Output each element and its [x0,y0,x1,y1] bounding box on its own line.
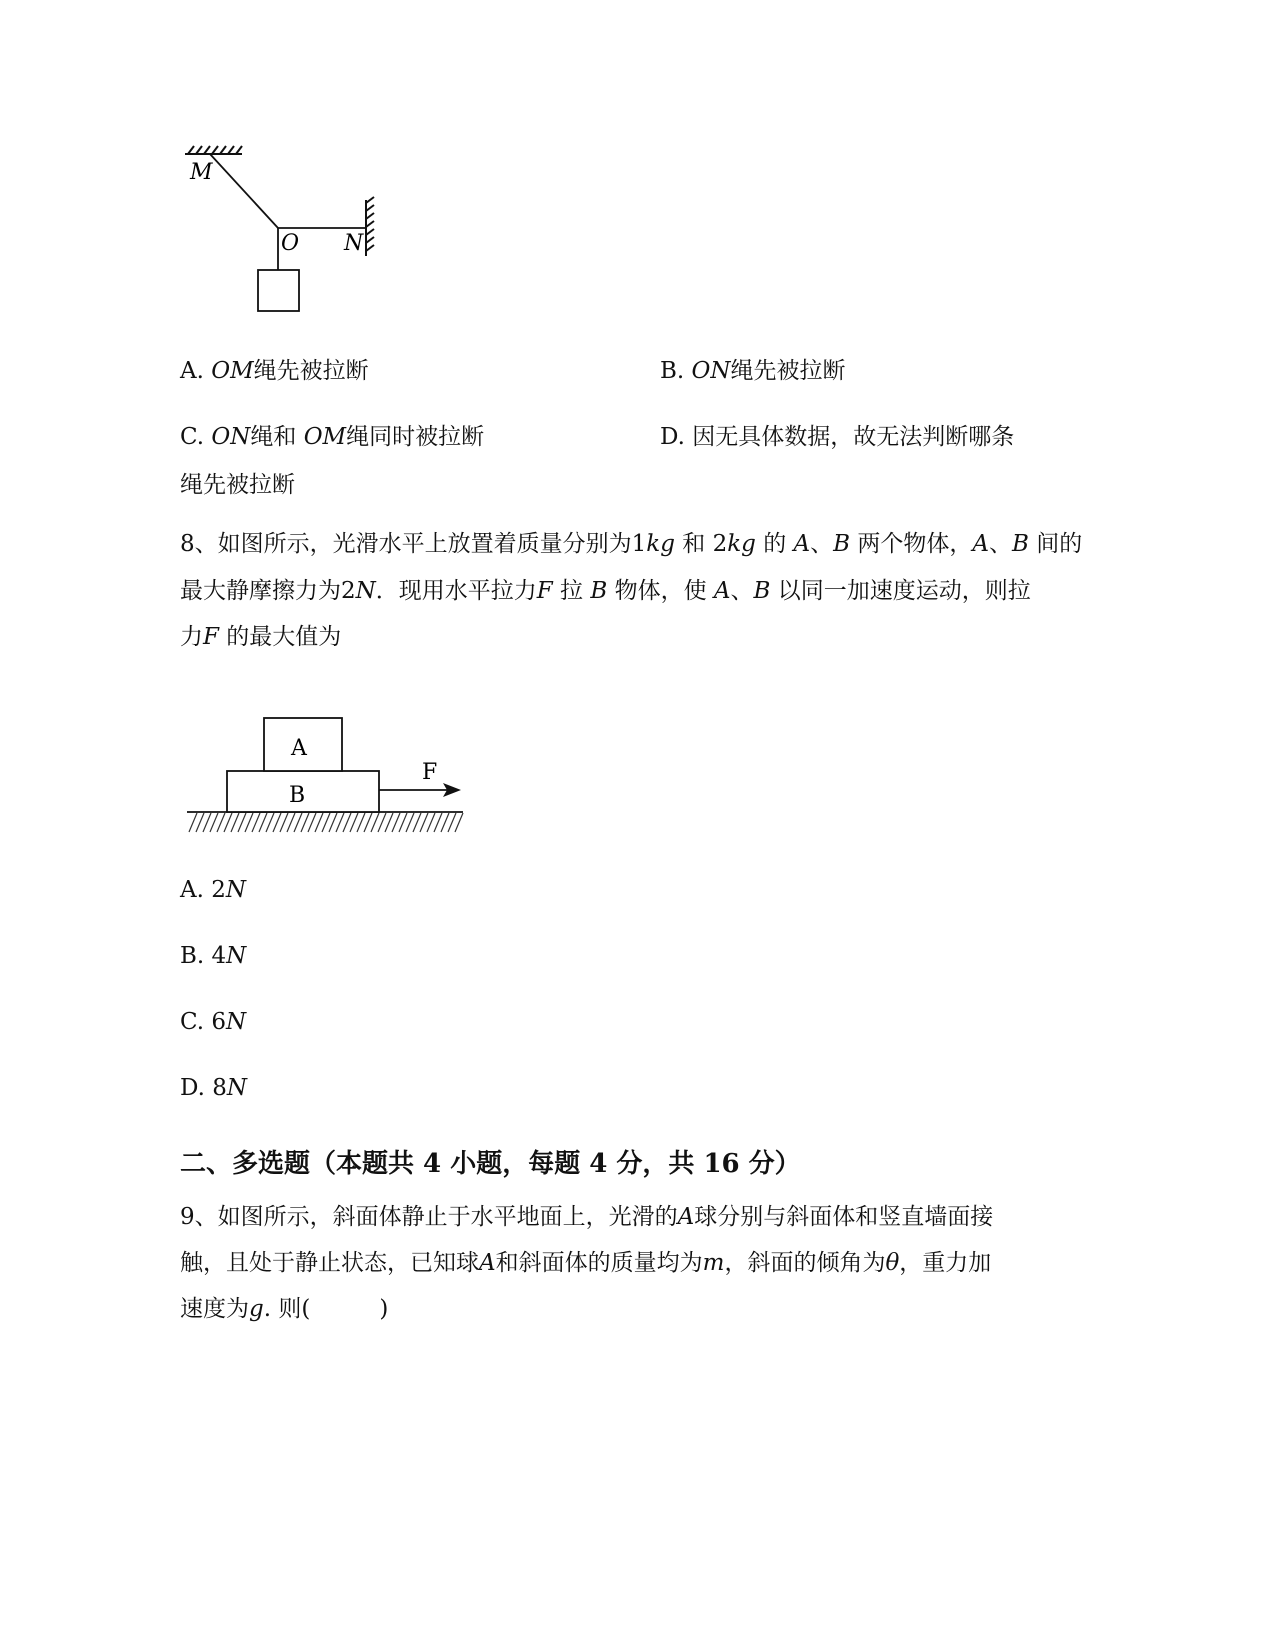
q8-option-c: C. 6N [180,1009,247,1035]
option-prefix: B. [660,358,685,384]
option-prefix: C. [180,424,205,450]
ceiling-hatch [185,146,242,154]
q7-option-d-continued [180,466,295,499]
block-diagram-figure [185,712,470,838]
label-m: M [190,160,213,185]
section-heading: 二、多选题（本题共 4 小题，每题 4 分，共 16 分） [180,1149,801,1179]
label-b: B [289,783,306,808]
option-text: 绳先被拉断 [730,358,846,384]
label-o: O [281,231,300,256]
option-text: 绳先被拉断 [180,472,295,498]
rope-diagram-figure [180,140,390,320]
option-var: ON [691,358,731,384]
hanging-block [258,270,299,311]
option-text: 绳先被拉断 [253,358,369,384]
label-n: N [344,231,364,256]
option-text: 绳同时被拉断 [346,424,485,450]
q7-option-b [660,352,846,385]
label-f: F [422,760,438,785]
wall-hatch [366,197,374,256]
q7-option-c [180,418,484,451]
rope-om [210,154,278,228]
option-var: OM [303,424,347,450]
q8-option-d: D. 8N [180,1075,248,1101]
q9-line-3: 速度为g. 则( ) [180,1296,389,1322]
option-text: D. 因无具体数据，故无法判断哪条 [660,424,1015,450]
q9-line-1: 9、如图所示，斜面体静止于水平地面上，光滑的A球分别与斜面体和竖直墙面接 [180,1204,994,1230]
q8-line-2: 最大静摩擦力为2N．现用水平拉力F 拉 B 物体，使 A、B 以同一加速度运动，则拉 [180,578,1031,604]
option-var: OM [211,358,254,384]
q8-option-b: B. 4N [180,943,247,969]
q8-line-1: 8、如图所示，光滑水平上放置着质量分别为1kg 和 2kg 的 A、B 两个物体，A、B 间的 [180,531,1083,557]
q9-line-2: 触，且处于静止状态，已知球A和斜面体的质量均为m，斜面的倾角为θ，重力加 [180,1250,992,1276]
option-var: ON [211,424,251,450]
q7-option-d [660,418,1014,451]
option-text: 绳和 [250,424,297,450]
q7-option-a [180,352,369,385]
q8-option-a: A. 2N [180,877,246,903]
option-prefix: A. [180,358,204,384]
label-a: A [291,736,307,761]
ground-hatch [189,813,463,832]
q8-line-3: 力F 的最大值为 [180,624,342,650]
